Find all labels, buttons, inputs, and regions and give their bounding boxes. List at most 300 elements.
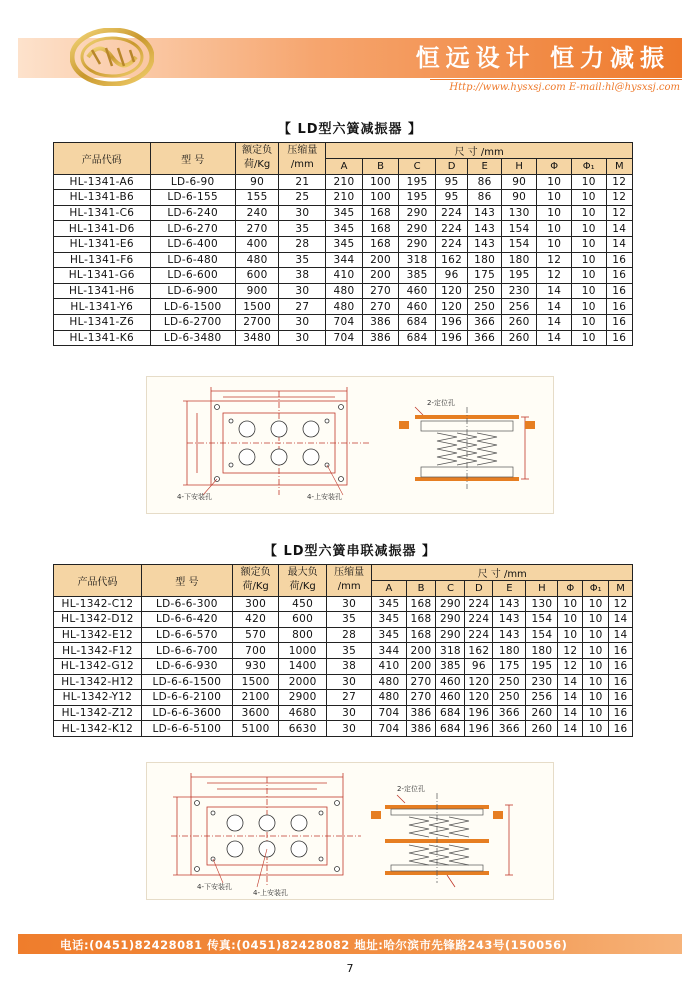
table-cell: 10 [583,596,609,612]
table-cell: HL-1342-G12 [54,658,142,674]
table-cell: HL-1342-K12 [54,721,142,737]
table-cell: 16 [609,690,633,706]
table-cell: 130 [501,205,537,221]
table-row [54,268,633,284]
table-cell: 195 [501,268,537,284]
footer-contact: 电话:(0451)82428081 传真:(0451)82428082 地址:哈尔滨市先锋路243号(150056) [60,938,568,952]
table-cell: HL-1341-A6 [54,174,151,190]
table-cell: 35 [279,252,326,268]
table-cell: 12 [558,658,583,674]
table-row [54,299,633,315]
table-cell: 16 [609,705,633,721]
table-cell: 180 [468,252,502,268]
table-cell: 196 [435,330,468,346]
table-cell: LD-6-6-1500 [141,674,232,690]
table-cell: 224 [465,596,493,612]
table-cell: 14 [558,721,583,737]
table-cell: 10 [571,252,606,268]
table-cell: 6630 [279,721,327,737]
table-cell: 2100 [232,690,279,706]
table-cell: 14 [609,627,633,643]
table-cell: 12 [537,252,572,268]
table-cell: 290 [399,221,436,237]
table-cell: 270 [235,221,279,237]
table-cell: 168 [406,596,436,612]
table-cell: 100 [362,174,399,190]
table-cell: 90 [501,190,537,206]
table-cell: 16 [609,674,633,690]
table-cell: 250 [468,283,502,299]
table-cell: 96 [465,658,493,674]
table-cell: 35 [279,221,326,237]
table-cell: 16 [606,268,632,284]
drawing-ld66 [146,762,554,900]
table-cell: 16 [606,252,632,268]
table-cell: 38 [279,268,326,284]
header-max-load: 最大负 荷/Kg [279,565,327,597]
table-cell: 704 [326,330,363,346]
header-dim-col: C [436,581,465,597]
table-cell: 10 [583,658,609,674]
table-cell: 366 [468,330,502,346]
header-model: 型 号 [150,143,235,175]
table1-title: 【 LD型六簧减振器 】 [277,122,423,137]
table-row [54,221,633,237]
table-cell: 12 [537,268,572,284]
table-cell: 2700 [235,314,279,330]
table-cell: 224 [435,205,468,221]
label-locating-holes: 2-定位孔 [427,399,455,407]
table-row [54,174,633,190]
table-cell: 143 [493,596,526,612]
table-cell: 130 [526,596,558,612]
table-cell: 200 [406,643,436,659]
table-cell: LD-6-90 [150,174,235,190]
table-cell: 3600 [232,705,279,721]
header-compression: 压缩量 /mm [326,565,371,597]
table-cell: 12 [606,205,632,221]
table-cell: LD-6-400 [150,236,235,252]
table-cell: 12 [609,596,633,612]
table-cell: 35 [326,612,371,628]
table-cell: 12 [606,190,632,206]
table-cell: 90 [235,174,279,190]
table-cell: HL-1341-E6 [54,236,151,252]
header-url: Http://www.hysxsj.com E-mail:hl@hysxsj.com [449,82,680,93]
table-cell: 270 [362,299,399,315]
table-cell: 1500 [232,674,279,690]
table-cell: LD-6-3480 [150,330,235,346]
table-cell: 195 [526,658,558,674]
table-cell: HL-1341-D6 [54,221,151,237]
table-cell: 10 [571,236,606,252]
spec-table-ld6 [53,142,633,346]
table-cell: 600 [279,612,327,628]
label-upper-holes: 4-上安装孔 [307,493,342,501]
table-cell: 200 [362,252,399,268]
table-cell: 30 [279,205,326,221]
table-cell: 300 [232,596,279,612]
table-cell: 30 [326,674,371,690]
table-cell: 290 [436,627,465,643]
table-cell: 460 [399,299,436,315]
header-dim-col: Φ [537,159,572,175]
header-dim-col: H [501,159,537,175]
table-cell: 270 [406,690,436,706]
table-cell: LD-6-6-2100 [141,690,232,706]
table-cell: 196 [435,314,468,330]
table-cell: 210 [326,190,363,206]
table-row [54,674,633,690]
table-cell: 30 [279,283,326,299]
table-cell: LD-6-155 [150,190,235,206]
table-cell: 196 [465,721,493,737]
table-cell: 10 [571,221,606,237]
table-cell: 30 [279,330,326,346]
table-cell: 366 [493,721,526,737]
table-cell: 410 [372,658,406,674]
page-number: 7 [346,962,354,975]
table-cell: 200 [406,658,436,674]
table-cell: 1500 [235,299,279,315]
table-cell: 14 [606,221,632,237]
table-cell: 570 [232,627,279,643]
table-cell: HL-1341-F6 [54,252,151,268]
table-cell: 195 [399,190,436,206]
table-cell: HL-1341-K6 [54,330,151,346]
table-cell: LD-6-6-930 [141,658,232,674]
table-cell: 14 [537,283,572,299]
table-cell: 224 [465,612,493,628]
table-cell: 10 [537,190,572,206]
table-cell: 162 [465,643,493,659]
table-cell: HL-1342-E12 [54,627,142,643]
table-cell: 10 [537,236,572,252]
table-cell: 14 [537,314,572,330]
header-dim-col: M [606,159,632,175]
table-cell: 460 [399,283,436,299]
table-cell: 10 [571,174,606,190]
table-cell: HL-1342-D12 [54,612,142,628]
table-cell: 386 [406,705,436,721]
table-cell: 90 [501,174,537,190]
table-cell: 10 [583,674,609,690]
table-cell: 366 [468,314,502,330]
header-dim-col: C [399,159,436,175]
header-model: 型 号 [141,565,232,597]
table-cell: 1400 [279,658,327,674]
header-dim-col: H [526,581,558,597]
table-cell: 168 [406,612,436,628]
table-cell: 14 [558,674,583,690]
header-dim-col: B [362,159,399,175]
table-cell: 1000 [279,643,327,659]
table-cell: 224 [465,627,493,643]
table-cell: 10 [583,612,609,628]
table-cell: 143 [468,221,502,237]
table-cell: 260 [526,705,558,721]
table-cell: 200 [362,268,399,284]
table-cell: 400 [235,236,279,252]
header-dim-col: E [493,581,526,597]
table-cell: 450 [279,596,327,612]
table-cell: 195 [399,174,436,190]
table-cell: 900 [235,283,279,299]
table-cell: 250 [468,299,502,315]
table-cell: 100 [362,190,399,206]
table-cell: LD-6-6-570 [141,627,232,643]
table-cell: 704 [372,705,406,721]
table-cell: LD-6-480 [150,252,235,268]
header-rated-load: 额定负 荷/Kg [232,565,279,597]
table-cell: 30 [326,705,371,721]
table-cell: 12 [558,643,583,659]
label-locating-holes: 2-定位孔 [397,785,425,793]
table-cell: 27 [279,299,326,315]
table-cell: 175 [493,658,526,674]
table-cell: 290 [399,205,436,221]
table-cell: 10 [558,627,583,643]
table-cell: 270 [362,283,399,299]
table-cell: 480 [372,690,406,706]
table-cell: LD-6-900 [150,283,235,299]
table-cell: HL-1341-B6 [54,190,151,206]
table-cell: 385 [399,268,436,284]
table-cell: 684 [436,705,465,721]
table-cell: 14 [609,612,633,628]
table-cell: 345 [372,612,406,628]
table-cell: 10 [571,268,606,284]
table-cell: 175 [468,268,502,284]
table-cell: HL-1342-H12 [54,674,142,690]
table-cell: 290 [436,612,465,628]
table-cell: 256 [501,299,537,315]
spec-table-ld66 [53,564,633,737]
table-cell: 120 [435,283,468,299]
table-cell: 10 [571,205,606,221]
table-cell: 318 [399,252,436,268]
table-cell: 154 [501,236,537,252]
table-cell: 10 [571,314,606,330]
table-cell: 28 [326,627,371,643]
table-cell: 480 [372,674,406,690]
table-cell: 290 [436,596,465,612]
table-cell: 143 [468,205,502,221]
table-cell: 260 [526,721,558,737]
header-code: 产品代码 [54,565,142,597]
table-cell: 21 [279,174,326,190]
table-cell: 460 [436,674,465,690]
table-cell: 700 [232,643,279,659]
table-cell: 95 [435,174,468,190]
table-cell: 800 [279,627,327,643]
table-cell: 366 [493,705,526,721]
table-cell: LD-6-6-700 [141,643,232,659]
table-cell: 10 [583,721,609,737]
table-cell: 180 [501,252,537,268]
table-cell: 240 [235,205,279,221]
technical-drawing-ld66 [147,763,555,901]
table-cell: 10 [558,612,583,628]
table-cell: 345 [326,205,363,221]
table-cell: 250 [493,690,526,706]
header-dim-col: D [435,159,468,175]
table-row [54,721,633,737]
table-row [54,236,633,252]
table-cell: 10 [537,205,572,221]
table-cell: 12 [606,174,632,190]
table-cell: 386 [406,721,436,737]
table-cell: 16 [606,283,632,299]
table-cell: 30 [326,721,371,737]
table-cell: 25 [279,190,326,206]
table-cell: 38 [326,658,371,674]
header-dim-col: A [326,159,363,175]
table-cell: 196 [465,705,493,721]
table-row [54,205,633,221]
table-cell: 14 [558,705,583,721]
table-cell: 345 [372,627,406,643]
table-cell: 386 [362,330,399,346]
table-row [54,705,633,721]
table-cell: 86 [468,190,502,206]
table-cell: 162 [435,252,468,268]
table-cell: 35 [326,643,371,659]
table-cell: HL-1342-C12 [54,596,142,612]
table-cell: 704 [372,721,406,737]
header-dim-col: D [465,581,493,597]
table-cell: 480 [326,299,363,315]
table-cell: 460 [436,690,465,706]
drawing-ld6 [146,376,554,514]
table-cell: 168 [406,627,436,643]
table-cell: 260 [501,314,537,330]
table-cell: 345 [326,236,363,252]
label-lower-holes: 4-下安装孔 [177,493,212,501]
table-cell: 260 [501,330,537,346]
table-cell: LD-6-6-3600 [141,705,232,721]
table-cell: LD-6-1500 [150,299,235,315]
table-cell: 168 [362,221,399,237]
table-cell: 684 [436,721,465,737]
label-lower-holes: 4-下安装孔 [197,883,232,891]
table-cell: 95 [435,190,468,206]
table-cell: 5100 [232,721,279,737]
table-cell: 120 [435,299,468,315]
header-dim-col: E [468,159,502,175]
table-cell: 318 [436,643,465,659]
table-cell: 10 [571,299,606,315]
header-dim-col: B [406,581,436,597]
table-cell: LD-6-6-5100 [141,721,232,737]
table-cell: 168 [362,205,399,221]
table-cell: 256 [526,690,558,706]
table-cell: 180 [493,643,526,659]
table-cell: 600 [235,268,279,284]
table-cell: 143 [493,627,526,643]
table-cell: 16 [606,314,632,330]
header-rated-load: 额定负 荷/Kg [235,143,279,175]
table-cell: 14 [537,330,572,346]
technical-drawing-ld6 [147,377,555,515]
table-row [54,252,633,268]
header-dimensions: 尺 寸 /mm [326,143,633,159]
company-logo-icon [70,28,154,86]
table-cell: 3480 [235,330,279,346]
table-row [54,283,633,299]
table-cell: 14 [606,236,632,252]
table-cell: HL-1341-Y6 [54,299,151,315]
table-cell: 10 [583,705,609,721]
header-code: 产品代码 [54,143,151,175]
table-row [54,190,633,206]
table-cell: 30 [326,596,371,612]
table-cell: 480 [326,283,363,299]
header-dim-col: A [372,581,406,597]
header-dimensions: 尺 寸 /mm [372,565,633,581]
table-cell: 14 [537,299,572,315]
table-cell: 155 [235,190,279,206]
table-row [54,658,633,674]
table-cell: 14 [558,690,583,706]
header-dim-col: Φ₁ [583,581,609,597]
table-cell: HL-1342-Y12 [54,690,142,706]
table-cell: 120 [465,674,493,690]
table-cell: 345 [372,596,406,612]
table-row [54,627,633,643]
table-cell: 224 [435,221,468,237]
table-cell: 290 [399,236,436,252]
table-cell: 270 [406,674,436,690]
table-cell: HL-1342-Z12 [54,705,142,721]
table-cell: 16 [609,658,633,674]
table-cell: LD-6-2700 [150,314,235,330]
table-cell: 10 [583,643,609,659]
table-cell: 10 [537,174,572,190]
table-cell: 27 [326,690,371,706]
table-cell: HL-1341-G6 [54,268,151,284]
table-row [54,690,633,706]
table-row [54,612,633,628]
table-cell: HL-1342-F12 [54,643,142,659]
table-cell: LD-6-6-300 [141,596,232,612]
table-cell: 386 [362,314,399,330]
table-cell: 96 [435,268,468,284]
table-row [54,314,633,330]
table-cell: 224 [435,236,468,252]
table-cell: 420 [232,612,279,628]
header-dim-col: M [609,581,633,597]
header-dim-col: Φ₁ [571,159,606,175]
table-cell: 230 [526,674,558,690]
header-divider [430,79,682,80]
table-cell: 344 [372,643,406,659]
table-cell: 16 [609,721,633,737]
table-cell: 16 [606,330,632,346]
table-cell: LD-6-600 [150,268,235,284]
table-cell: 120 [465,690,493,706]
table-cell: 16 [606,299,632,315]
table-row [54,596,633,612]
table-cell: 143 [468,236,502,252]
table-cell: 410 [326,268,363,284]
table-cell: 154 [526,627,558,643]
table-cell: 168 [362,236,399,252]
table-cell: 180 [526,643,558,659]
table-cell: HL-1341-Z6 [54,314,151,330]
table-cell: 480 [235,252,279,268]
table-cell: HL-1341-H6 [54,283,151,299]
